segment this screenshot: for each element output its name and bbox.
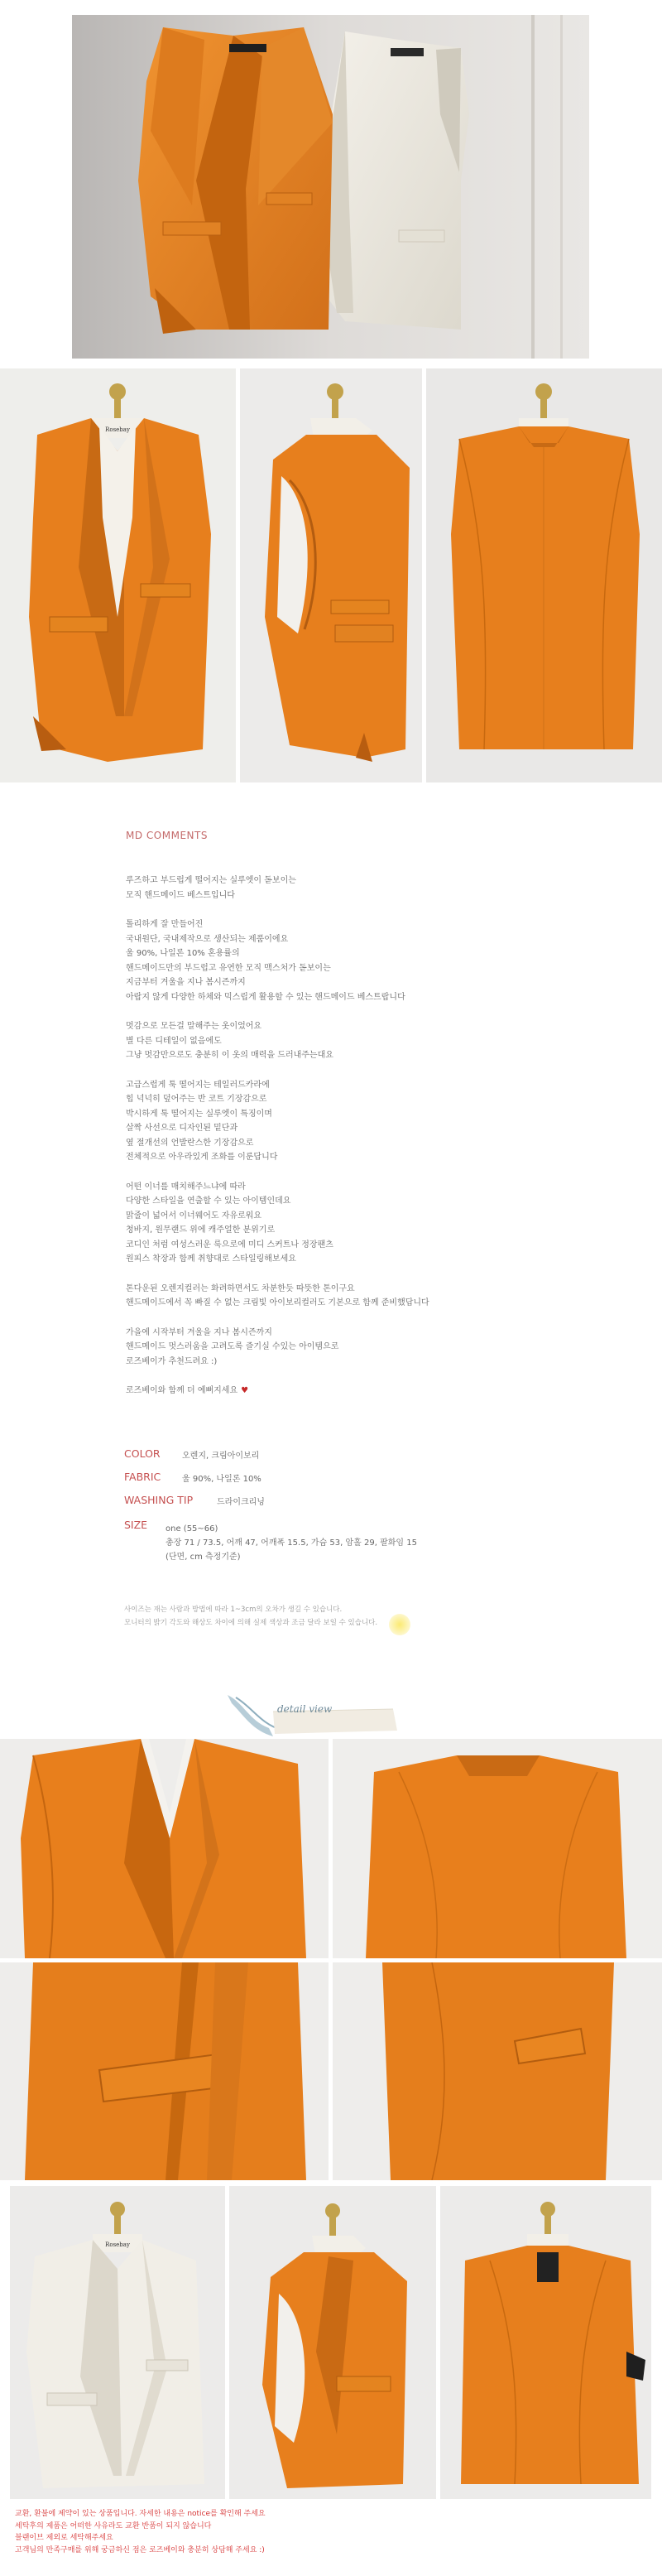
spec-washing-label: WASHING TIP	[124, 1494, 194, 1506]
md-paragraph-line: 맑줄이 넓어서 이너웨어도 자유로워요	[126, 1211, 262, 1221]
md-paragraph-line: 전체적으로 아우라있게 조화를 이룬답니다	[126, 1153, 278, 1162]
md-paragraph-line: 핸드메이드만의 부드럽고 유연한 모직 맥스처가 돋보이는	[126, 963, 331, 973]
mannequin-back-photo	[426, 368, 662, 782]
md-paragraph-line: 힙 넉넉히 덮어주는 반 코트 기장감으로	[126, 1095, 267, 1104]
md-comments-body	[126, 874, 556, 1413]
md-paragraph-line: 톨리하게 잘 만들어진	[126, 920, 204, 929]
md-paragraph-line: 멋감으로 모든걸 말해주는 옷이었어요	[126, 1022, 262, 1031]
md-paragraph	[126, 1282, 556, 1311]
md-paragraph-line: 청바지, 원무랜드 위에 캐주얼한 분위기로	[126, 1225, 276, 1235]
md-paragraph	[126, 917, 556, 1004]
heart-icon: ♥	[241, 1386, 249, 1395]
detail-pocket-photo	[0, 1962, 329, 2180]
md-paragraph-line: 로즈베이와 함께 더 예뻐지세요	[126, 1386, 238, 1395]
policy-notes	[15, 2508, 266, 2556]
md-paragraph-line: 살짝 사선으로 디자인된 밑단과	[126, 1124, 238, 1133]
md-paragraph-line: 어떤 이너를 매치해주느냐에 따라	[126, 1182, 246, 1192]
md-paragraph-line: 울 90%, 나일론 10% 혼용률의	[126, 949, 240, 958]
mannequin-tag-text: Rosebay	[105, 426, 130, 433]
detail-side-pocket-photo	[333, 1962, 662, 2180]
md-paragraph-line: 로즈베이가 추천드려요 :)	[126, 1356, 218, 1366]
measure-notes	[124, 1603, 377, 1630]
policy-note-4: 고객님의 만족구매를 위해 궁금하신 점은 로즈베이와 충분히 상담해 주세요 :)	[15, 2545, 265, 2554]
md-paragraph-line: 다양한 스타일을 연출할 수 있는 아이템인데요	[126, 1197, 291, 1206]
md-paragraph	[126, 1384, 556, 1399]
md-paragraph-line: 국내원단, 국내제작으로 생산되는 제품이에요	[126, 934, 289, 944]
measure-note-1: 사이즈는 재는 사람과 방법에 따라 1~3cm의 오차가 생길 수 있습니다.	[124, 1606, 343, 1614]
md-paragraph	[126, 1019, 556, 1063]
md-paragraph-line: 코디인 처럼 여성스러운 룩으로에 미디 스커트나 정장팬츠	[126, 1240, 333, 1249]
ivory-mannequin-tag-text: Rosebay	[105, 2241, 130, 2248]
cursor-highlight	[389, 1614, 410, 1635]
policy-note-2: 세탁후의 제품은 어떠한 사유라도 교환 반품이 되지 않습니다	[15, 2521, 212, 2530]
md-paragraph-line: 별 다른 디테일이 없음에도	[126, 1036, 222, 1046]
spec-fabric-value: 울 90%, 나일론 10%	[182, 1475, 261, 1484]
md-paragraph	[126, 1326, 556, 1370]
md-paragraph-line: 톤다운된 오렌지컬러는 화려하면서도 차분한듯 따뜻한 톤이구요	[126, 1283, 355, 1293]
spec-size-line-2: 총장 71 / 73.5, 어깨 47, 어깨폭 15.5, 가슴 53, 암홀 29, 팔화임 15	[166, 1538, 417, 1548]
hero-photo-two-vests	[72, 15, 589, 359]
spec-size-line-1: one (55~66)	[166, 1524, 218, 1534]
md-paragraph-line: 가을에 시작부터 겨울을 지나 봄시즌까지	[126, 1327, 272, 1337]
policy-note-1: 교환, 환불에 제약이 있는 상품입니다. 자세한 내용은 notice를 확인해 주세요	[15, 2510, 266, 2518]
spec-washing-value: 드라이크리닝	[217, 1498, 265, 1507]
detail-back-photo	[333, 1739, 662, 1958]
md-paragraph-line: 핸드메이드 멋스러움을 고려도록 즐기실 수있는 아이템으로	[126, 1342, 339, 1351]
md-comments-title: MD COMMENTS	[126, 830, 208, 841]
md-paragraph-line: 루즈하고 부드럽게 떨어지는 실루엣이 돋보이는	[126, 876, 296, 885]
md-paragraph-line: 지금부터 겨울을 지나 봄시즌까지	[126, 978, 246, 987]
md-paragraph	[126, 874, 556, 903]
spec-color-value: 오렌지, 크림아이보리	[182, 1452, 260, 1461]
md-paragraph-line: 옆 절개선의 언발란스한 기장감으로	[126, 1138, 254, 1148]
md-paragraph-line: 원피스 착장과 함께 취향대로 스타일링해보세요	[126, 1254, 296, 1264]
mannequin-side-photo	[240, 368, 422, 782]
md-paragraph-line: 박시하게 툭 떨어지는 실루엣이 특징이며	[126, 1109, 272, 1119]
md-paragraph	[126, 1180, 556, 1267]
spec-size-line-3: (단면, cm 측정기준)	[166, 1553, 241, 1562]
orange-side-close-photo	[229, 2186, 436, 2499]
md-paragraph-line: 모직 핸드메이드 베스트입니다	[126, 890, 235, 900]
detail-view-ribbon	[223, 1691, 401, 1741]
md-paragraph-line: 그냥 멋감만으로도 충분히 이 옷의 매력을 드러내주는대요	[126, 1051, 333, 1060]
policy-note-3: 블랜이브 제외로 세탁해주세요	[15, 2534, 113, 2542]
spec-fabric-label: FABRIC	[124, 1471, 161, 1483]
md-paragraph-line: 핸드메이드에서 꼭 빠질 수 없는 크림빛 아이보리컬러도 기본으로 함께 준비했답니다	[126, 1298, 429, 1307]
md-paragraph-line: 아랍지 않게 다양한 하체와 믹스립게 활용할 수 있는 핸드메이드 베스트랍니다	[126, 992, 405, 1002]
ivory-back-photo	[440, 2186, 651, 2499]
ivory-front-photo	[10, 2186, 225, 2499]
md-paragraph-line: 고급스럽게 툭 떨어지는 테일러드카라에	[126, 1080, 270, 1090]
md-paragraph	[126, 1078, 556, 1165]
spec-color-label: COLOR	[124, 1447, 161, 1460]
spec-size-label: SIZE	[124, 1519, 148, 1531]
measure-note-2: 모니터의 밝기 각도와 해상도 차이에 의해 실제 색상과 조금 달라 보일 수 있습니다.	[124, 1619, 378, 1627]
detail-view-label: detail view	[277, 1703, 333, 1715]
detail-collar-photo	[0, 1739, 329, 1958]
mannequin-front-photo	[0, 368, 236, 782]
